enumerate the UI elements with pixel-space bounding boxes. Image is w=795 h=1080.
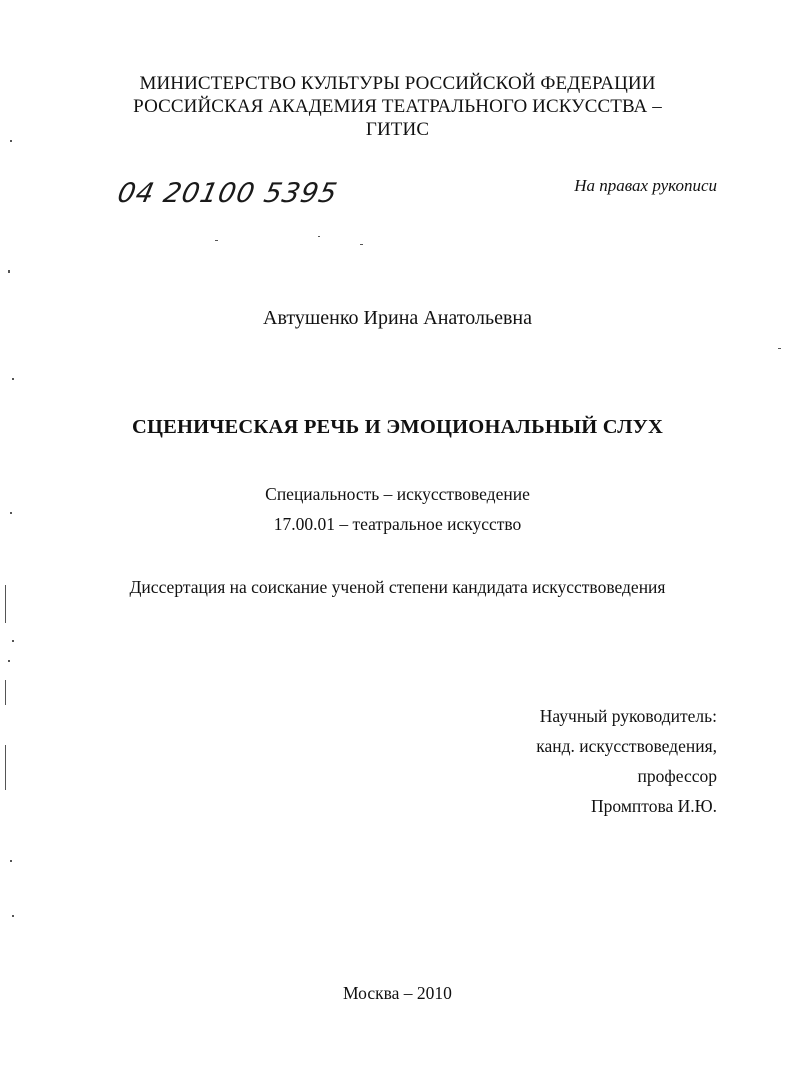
- scan-mark: [360, 244, 363, 245]
- supervisor-rank: профессор: [637, 766, 717, 786]
- city-year: Москва – 2010: [343, 983, 452, 1003]
- specialty-code: 17.00.01 – театральное искусство: [273, 514, 522, 534]
- supervisor-block: [536, 701, 717, 821]
- scan-margin-line: [5, 680, 6, 705]
- scan-margin-line: [5, 745, 6, 790]
- scan-mark: [12, 378, 14, 380]
- scan-mark: [215, 240, 218, 241]
- institution-header: [0, 72, 795, 141]
- header-line-gitis: ГИТИС: [365, 119, 430, 140]
- handwritten-number: 04 20100 5395: [114, 178, 341, 209]
- rights-note: На правах рукописи: [574, 176, 717, 195]
- specialty-line: Специальность – искусствоведение: [265, 484, 530, 504]
- dissertation-title: СЦЕНИЧЕСКАЯ РЕЧЬ И ЭМОЦИОНАЛЬНЫЙ СЛУХ: [131, 416, 663, 438]
- header-line-ministry: МИНИСТЕРСТВО КУЛЬТУРЫ РОССИЙСКОЙ ФЕДЕРАЦИИ: [139, 73, 656, 94]
- scan-mark: [8, 270, 10, 273]
- scan-mark: [318, 236, 320, 237]
- scan-mark: [8, 660, 10, 662]
- supervisor-label: Научный руководитель:: [539, 706, 717, 726]
- scan-mark: [778, 348, 781, 349]
- scan-mark: [10, 860, 12, 862]
- scan-mark: [10, 512, 12, 514]
- dissertation-degree: Диссертация на соискание ученой степени кандидата искусствоведения: [129, 577, 666, 597]
- author-name: Автушенко Ирина Анатольевна: [263, 307, 532, 329]
- scan-mark: [12, 915, 14, 917]
- scan-mark: [12, 640, 14, 642]
- header-line-academy: РОССИЙСКАЯ АКАДЕМИЯ ТЕАТРАЛЬНОГО ИСКУССТВА –: [133, 96, 662, 117]
- scan-mark: [10, 140, 12, 142]
- supervisor-degree: канд. искусствоведения,: [536, 736, 717, 756]
- scan-margin-line: [5, 585, 6, 623]
- supervisor-name: Промптова И.Ю.: [591, 796, 717, 816]
